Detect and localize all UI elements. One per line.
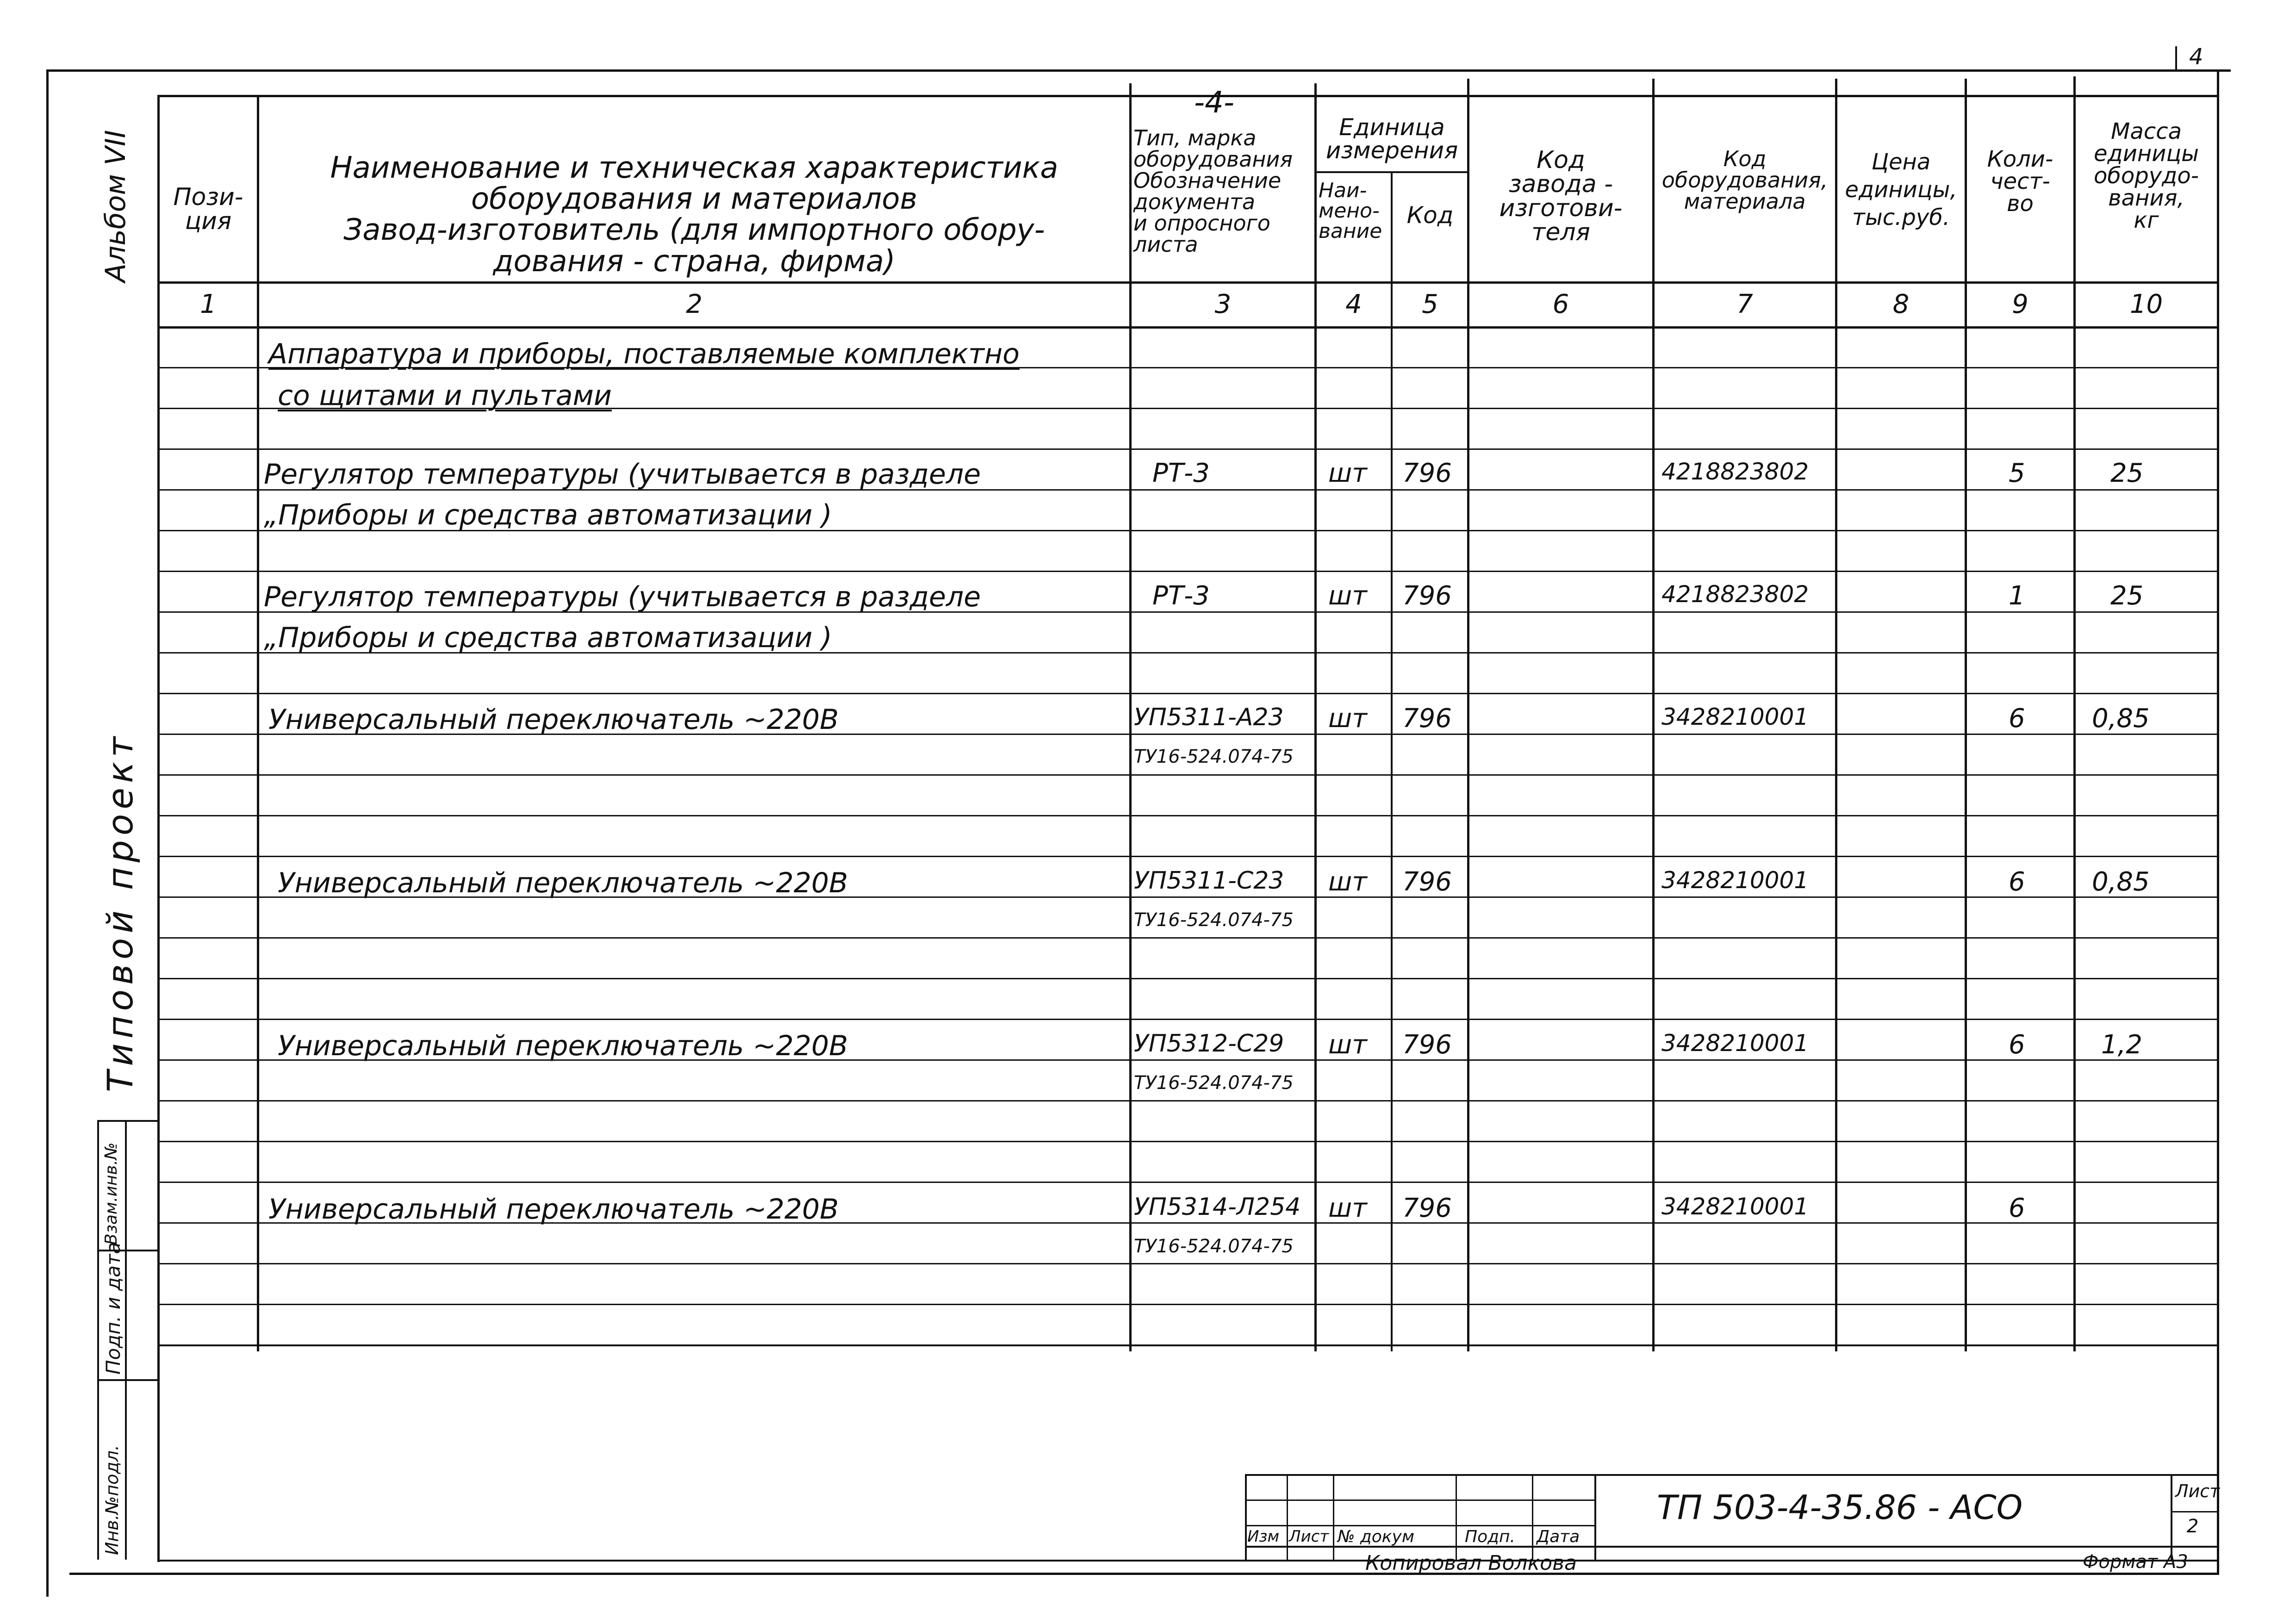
row-type: УП5312-С29: [1134, 1030, 1284, 1058]
table-bottom: [157, 1344, 2217, 1346]
stamp-left-div2: [97, 1379, 157, 1381]
row-line: [157, 937, 2217, 939]
row-unit: шт: [1328, 581, 1367, 611]
header-plant-code: Код завода - изготови- теля: [1499, 146, 1623, 246]
tb-v5: [1594, 1474, 1596, 1560]
row-line: [157, 774, 2217, 776]
row-type: УП5311-А23: [1134, 703, 1284, 731]
tb-v1: [1287, 1474, 1288, 1560]
row-equip-code: 4218823802: [1661, 581, 1809, 608]
stamp-label-inventory: Инв.№подл.: [102, 1444, 122, 1555]
row-line: [157, 978, 2217, 979]
header-qty: Коли- чест- во: [1987, 146, 2053, 217]
tb-v4: [1532, 1474, 1533, 1560]
stamp-left-box-top: [97, 1120, 157, 1122]
row-equip-code: 3428210001: [1661, 1030, 1809, 1057]
stamp-left-vert: [125, 1120, 127, 1560]
row-unit-code: 796: [1402, 458, 1452, 488]
document-designation: ТП 503-4-35.86 - АСО: [1657, 1488, 2023, 1527]
row-mass: 0,85: [2092, 703, 2150, 734]
row-mass: 25: [2110, 458, 2144, 488]
bottom-border: [69, 1573, 2219, 1575]
stamp-label-replacement: Взам.инв.№: [102, 1142, 121, 1245]
row-name: Универсальный переключатель ~220В: [268, 1193, 839, 1226]
row-name-cont: „Приборы и средства автоматизации ): [264, 499, 832, 531]
tb-sheet-left: [2171, 1474, 2172, 1560]
row-line: [157, 1182, 2217, 1183]
row-name-cont: „Приборы и средства автоматизации ): [264, 622, 832, 654]
header-bottom: [157, 281, 2217, 284]
tb-row1: [1245, 1500, 1594, 1501]
row-qty: 6: [2009, 867, 2025, 897]
tb-label-date: Дата: [1537, 1527, 1580, 1546]
row-line: [157, 815, 2217, 816]
sheet-format: Формат А3: [2083, 1551, 2188, 1573]
album-label: Альбом VII: [100, 130, 132, 282]
row-unit-code: 796: [1402, 1030, 1452, 1060]
row-type-doc: ТУ16-524.074-75: [1134, 1236, 1294, 1257]
header-type: Тип, марка оборудования Обозначение документа и опросного листа: [1133, 125, 1293, 257]
row-unit: шт: [1328, 703, 1367, 734]
table-top: [157, 95, 2217, 97]
row-line: [157, 448, 2217, 450]
colnum-5: 5: [1422, 289, 1438, 319]
project-label: Типовой проект: [100, 732, 141, 1092]
col-line-6: [1652, 79, 1655, 1351]
header-mass: Масса единицы оборудо- вания, кг: [2093, 118, 2199, 233]
header-name: Наименование и техническая характеристика оборудования и материалов Завод-изготовитель (для импортного обору- дования - страна, фирма): [330, 151, 1058, 279]
copied-by: Копировал Волкова: [1365, 1551, 1577, 1575]
corner-mark: [2175, 46, 2177, 72]
row-line: [157, 1263, 2217, 1264]
row-qty: 6: [2009, 1193, 2025, 1223]
left-border: [46, 69, 49, 1597]
tb-v2: [1333, 1474, 1334, 1560]
row-line: [157, 1019, 2217, 1020]
row-line: [157, 693, 2217, 694]
row-unit: шт: [1328, 867, 1367, 897]
row-type: УП5314-Л254: [1134, 1193, 1301, 1221]
col-line-9: [2073, 76, 2076, 1351]
row-line: [157, 1141, 2217, 1142]
row-mass: 0,85: [2092, 867, 2150, 897]
row-mass: 1,2: [2101, 1030, 2143, 1060]
row-unit: шт: [1328, 1193, 1367, 1223]
col-line-8: [1965, 79, 1967, 1351]
section-title-2: со щитами и пультами: [278, 380, 612, 412]
colnum-3: 3: [1214, 289, 1232, 319]
colnum-9: 9: [2012, 289, 2028, 319]
row-qty: 6: [2009, 703, 2025, 734]
row-unit-code: 796: [1402, 581, 1452, 611]
header-price: Цена единицы, тыс.руб.: [1845, 149, 1957, 230]
row-line: [157, 1100, 2217, 1101]
row-qty: 1: [2009, 581, 2025, 611]
row-name: Регулятор температуры (учитывается в разделе: [264, 581, 981, 613]
row-equip-code: 4218823802: [1661, 458, 1809, 485]
row-unit: шт: [1328, 458, 1367, 488]
colnum-1: 1: [200, 289, 217, 319]
row-line: [157, 1304, 2217, 1305]
tb-top: [1245, 1474, 2217, 1476]
row-line: [157, 571, 2217, 572]
stamp-left-box-left: [97, 1120, 99, 1560]
tb-label-docnum: № докум: [1338, 1527, 1415, 1546]
row-name: Универсальный переключатель ~220В: [268, 703, 839, 736]
colnum-bottom: [157, 326, 2217, 329]
sheet-label: Лист: [2175, 1481, 2220, 1501]
col-line-7: [1835, 79, 1837, 1351]
header-unit-name: Наи- мено- вание: [1319, 179, 1382, 243]
colnum-8: 8: [1892, 289, 1910, 319]
header-position: Пози- ция: [173, 183, 243, 235]
row-equip-code: 3428210001: [1661, 1193, 1809, 1220]
row-equip-code: 3428210001: [1661, 867, 1809, 894]
colnum-7: 7: [1736, 289, 1753, 319]
colnum-4: 4: [1345, 289, 1362, 319]
row-unit-code: 796: [1402, 703, 1452, 734]
header-equip-code: Код оборудования, материала: [1661, 146, 1828, 214]
row-qty: 6: [2009, 1030, 2025, 1060]
row-type-doc: ТУ16-524.074-75: [1134, 909, 1294, 931]
col-line-2: [1129, 83, 1132, 1351]
tb-label-sign: Подп.: [1465, 1527, 1515, 1546]
colnum-10: 10: [2129, 289, 2163, 319]
row-qty: 5: [2009, 458, 2025, 488]
row-name: Универсальный переключатель ~220В: [278, 867, 848, 899]
sheet-number: 2: [2187, 1516, 2199, 1537]
row-line: [157, 856, 2217, 857]
header-unit-code: Код: [1406, 202, 1454, 229]
row-type: РТ-3: [1152, 581, 1210, 611]
row-equip-code: 3428210001: [1661, 703, 1809, 730]
tb-v3: [1456, 1474, 1457, 1560]
col-line-1: [257, 95, 259, 1351]
tb-sheet-div: [2171, 1511, 2217, 1512]
row-type: РТ-3: [1152, 458, 1210, 488]
col-line-4: [1391, 171, 1393, 1351]
tb-left: [1245, 1474, 1247, 1560]
row-name: Универсальный переключатель ~220В: [278, 1030, 848, 1062]
tb-label-change: Изм: [1247, 1527, 1280, 1546]
colnum-2: 2: [686, 289, 703, 319]
row-name: Регулятор температуры (учитывается в разделе: [264, 458, 981, 491]
row-type-doc: ТУ16-524.074-75: [1134, 746, 1294, 767]
col-line-5: [1467, 79, 1469, 1351]
row-type: УП5311-С23: [1134, 867, 1284, 895]
top-border: [46, 69, 2231, 72]
page-bottom-line: [157, 1560, 2219, 1562]
page-number: 4: [2189, 44, 2203, 70]
row-unit-code: 796: [1402, 1193, 1452, 1223]
row-unit: шт: [1328, 1030, 1367, 1060]
tb-label-sheet: Лист: [1289, 1527, 1329, 1546]
colnum-6: 6: [1552, 289, 1569, 319]
section-title-1: Аппаратура и приборы, поставляемые комплектно: [268, 338, 1020, 370]
right-border: [2217, 69, 2219, 1574]
header-unit-group: Единица измерения: [1325, 114, 1458, 164]
page-mark: -4-: [1194, 86, 1234, 120]
row-mass: 25: [2110, 581, 2144, 611]
row-type-doc: ТУ16-524.074-75: [1134, 1072, 1294, 1094]
tb-row2: [1245, 1525, 1594, 1526]
col-line-3: [1314, 83, 1317, 1351]
row-unit-code: 796: [1402, 867, 1452, 897]
stamp-label-signature: Подп. и дата: [102, 1242, 124, 1375]
